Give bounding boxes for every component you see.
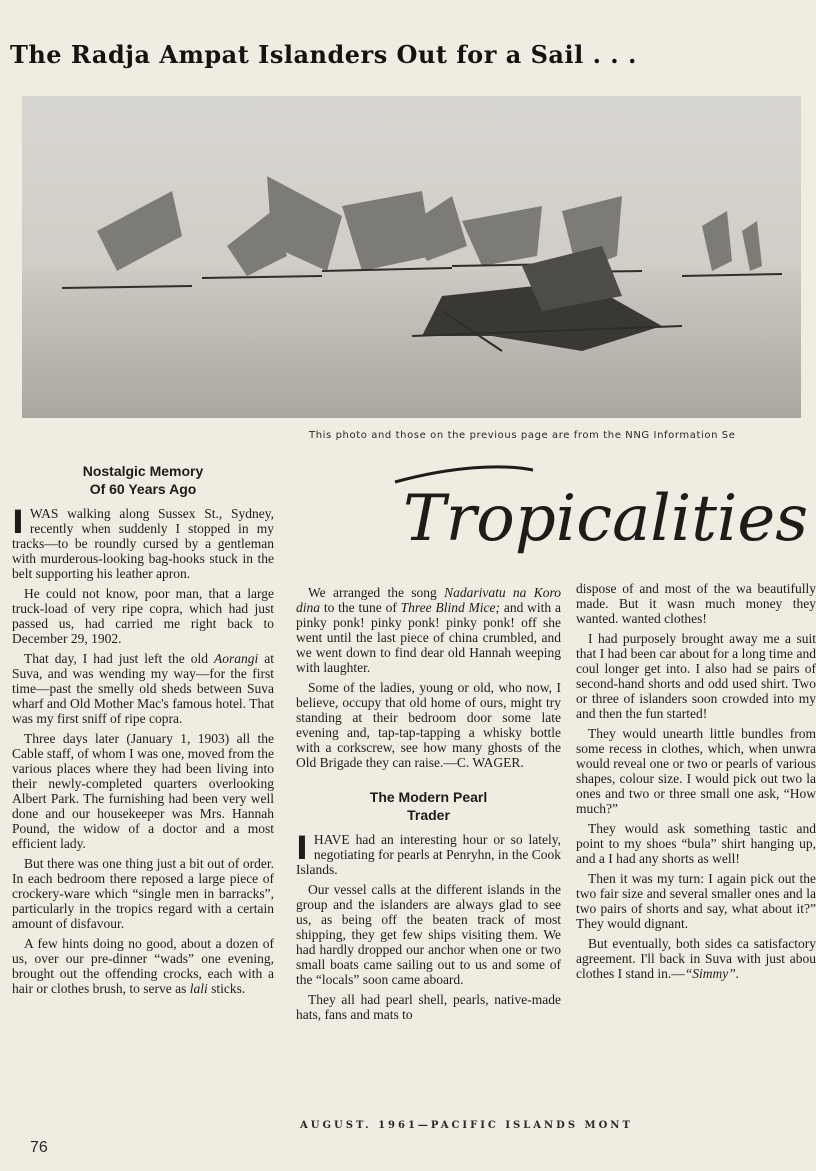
column-2 bbox=[296, 585, 561, 1027]
article-paragraph: Our vessel calls at the different islands in the group and the islanders are always glad to see us, as being off the beaten track of most shipping, they get few ships visiting them. We had hardly dropped our anchor when one or two small boats came sailing out to us and some of the “locals” soon came aboard. bbox=[296, 882, 561, 987]
article-heading-nostalgic: Nostalgic Memory Of 60 Years Ago bbox=[82, 463, 204, 497]
article-paragraph: But eventually, both sides ca satisfactory agreement. I'll back in Suva with just abou clothes I stand in.—“Simmy”. bbox=[576, 936, 816, 981]
logo-text: Tropicalities bbox=[403, 482, 809, 556]
column-1 bbox=[12, 462, 274, 1001]
article-paragraph: IHAVE had an interesting hour or so lately, negotiating for pearls at Penryhn, in the Cook Islands. bbox=[296, 829, 561, 877]
drop-cap: I bbox=[12, 503, 24, 541]
photo-caption: This photo and those on the previous page are from the NNG Information Se bbox=[309, 430, 736, 441]
article-paragraph: I had purposely brought away me a suit that I had been car about for a long time and coul longer get into. I also had se pairs of second-hand shorts and odd used shirt. Two or three of islanders soon crowded into my and then the fun started! bbox=[576, 631, 816, 721]
article-paragraph: Some of the ladies, young or old, who now, I believe, occupy that old home of ours, might try standing at their bedroom door some late evening and, tap-tap-tapping a whisky bottle with a corkscrew, see how many ghosts of the Old Brigade they can raise.—C. WAGER. bbox=[296, 680, 561, 770]
article-paragraph: They all had pearl shell, pearls, native-made hats, fans and mats to bbox=[296, 992, 561, 1022]
footer-issue-line: AUGUST. 1961—PACIFIC ISLANDS MONT bbox=[300, 1120, 633, 1131]
article-paragraph: dispose of and most of the wa beautifully made. But it wasn much money they wanted. wanted clothes! bbox=[576, 581, 816, 626]
article-paragraph: Three days later (January 1, 1903) all the Cable staff, of whom I was one, moved from the various places where they had been living into their newly-completed quarters overlooking Albert Park. The furnishing had been very well done and our housekeeper was Mrs. Hannah Pound, the widow of a doctor and a most efficient lady. bbox=[12, 731, 274, 851]
article-heading-pearl-trader: The Modern Pearl Trader bbox=[369, 789, 488, 823]
article-paragraph: They would unearth little bundles from some recess in clothes, which, when unwra would reveal one or two or pearls of various shapes, colour size. I would pick out two la ones and two or three small one ask, “How much?” bbox=[576, 726, 816, 816]
drop-cap: I bbox=[296, 829, 308, 867]
article-paragraph: But there was one thing just a bit out of order. In each bedroom there reposed a large piece of crockery-ware which “single men in barracks”, particularly in the tropics regard with a certain amount of disfavour. bbox=[12, 856, 274, 931]
article-paragraph: We arranged the song Nadarivatu na Koro dina to the tune of Three Blind Mice; and with a pinky ponk! pinky ponk! pinky ponk! off she went until the last piece of china crumbled, and we went down to find dear old Hannah weeping with laughter. bbox=[296, 585, 561, 675]
article-paragraph: That day, I had just left the old Aorangi at Suva, and was wending my way—for the first time—past the smelly old sheds between Suva wharf and Old Mother Mac's famous hotel. That was my first sniff of ripe copra. bbox=[12, 651, 274, 726]
article-paragraph: Then it was my turn: I again pick out the two fair size and several smaller ones and la two pairs of shorts and say, what about it?” They would dignant. bbox=[576, 871, 816, 931]
column-3 bbox=[576, 581, 816, 986]
tropicalities-logo bbox=[393, 462, 809, 562]
page-title: The Radja Ampat Islanders Out for a Sail . . . bbox=[10, 40, 637, 69]
article-paragraph: He could not know, poor man, that a large truck-load of very ripe copra, which had just passed us, had carried me right back to December 29, 1902. bbox=[12, 586, 274, 646]
sailing-canoes-photo bbox=[22, 96, 801, 418]
page-number: 76 bbox=[30, 1139, 48, 1156]
article-paragraph: IWAS walking along Sussex St., Sydney, recently when suddenly I stopped in my tracks—to be roundly cursed by a gentleman with murderous-looking bag-hooks stuck in the belt supporting his leather apron. bbox=[12, 503, 274, 581]
article-paragraph: They would ask something tastic and point to my shoes “bula” shirt hanging up, and a I had any shorts as well! bbox=[576, 821, 816, 866]
article-paragraph: A few hints doing no good, about a dozen of us, over our pre-dinner “wads” one evening, brought out the offending crocks, each with a hair or clothes brush, to serve as lali sticks. bbox=[12, 936, 274, 996]
